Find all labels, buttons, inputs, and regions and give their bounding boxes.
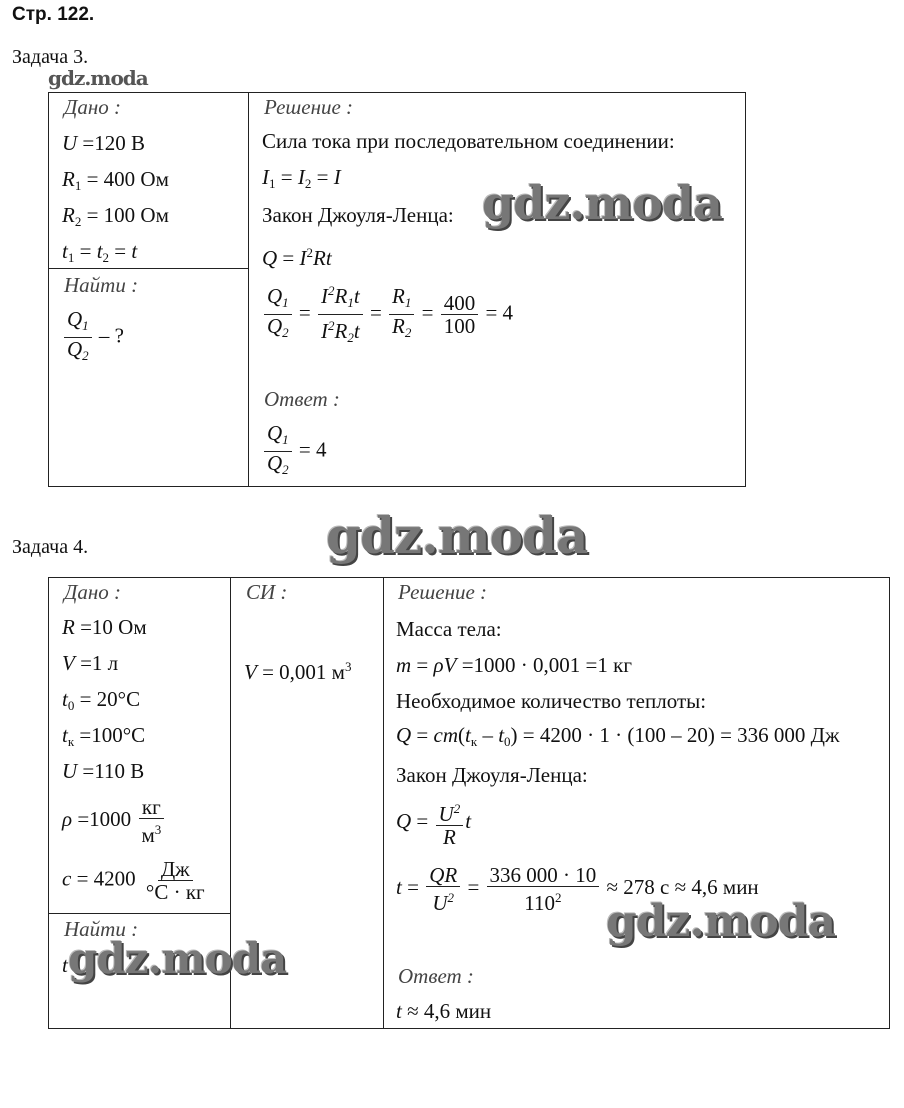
watermark-small: gdz.moda [48, 66, 148, 90]
task4-given-c: c = 4200 $\frac{Дж}{^\circ C \cdot кг}$ [62, 857, 205, 904]
task4-answer-header: Ответ : [398, 964, 474, 988]
task4-eq-law: Q = $\frac{U^2}{R}$ t [396, 798, 471, 848]
task4-given-rho: ρ =1000 $\frac{кг}{м^3}$ [62, 796, 166, 846]
task3-solution-eq2: $Q = I^2Rt$ [262, 245, 332, 270]
task3-solution-eq3: $\frac{Q_1}{Q_2}$ = $\frac{I^2R_1t}{I^2R_2t}$ = $\frac{R_1}{R_2}$ = $\frac{400}{100}$ = 4 [262, 280, 513, 349]
task4-solution-header: Решение : [398, 580, 488, 604]
task4-given-v: V =1 л [62, 651, 119, 675]
watermark: gdz.moda [68, 934, 287, 983]
task3-label: Задача 3. [12, 46, 89, 68]
task4-si: V = 0,001 $м^3$ [244, 659, 352, 684]
watermark: gdz.moda [606, 896, 836, 947]
task4-text-mass: Масса тела: [396, 617, 502, 641]
task4-eq-time: t = $\frac{QR}{U^2}$ = $\frac{336 000 \cdot 10}{110^2}$ ≈ 278 с ≈ 4,6 мин [396, 863, 759, 915]
task4-given-u: U =110 В [62, 759, 145, 783]
task3-find: $\frac{Q_1}{Q_2}$ – ? [62, 308, 124, 367]
task4-label: Задача 4. [12, 536, 89, 558]
task4-divider-h [48, 913, 230, 914]
task3-answer-header: Ответ : [264, 387, 340, 411]
task4-answer: t ≈ 4,6 мин [396, 999, 492, 1023]
task4-si-header: СИ : [246, 580, 288, 604]
task4-text-law: Закон Джоуля-Ленца: [396, 763, 588, 787]
page-title: Стр. 122. [12, 4, 95, 25]
watermark: gdz.moda [326, 506, 588, 565]
task3-solution-text1: Сила тока при последовательном соединении: [262, 129, 675, 153]
task4-given-t0: $t_0 = 20^\circ C$ [62, 687, 141, 713]
task4-text-heat: Необходимое количество теплоты: [396, 689, 707, 713]
task3-find-header: Найти : [64, 273, 139, 297]
task3-given-r1: $R_1 = 400$ Ом [62, 167, 169, 193]
task4-divider-v2 [383, 577, 384, 1028]
task4-eq-heat: $Q = cm(t_к - t_0) = 4200 \cdot 1 \cdot (100 - 20) = 336$ 000 Дж [396, 723, 840, 749]
task4-find-header: Найти : [64, 917, 139, 941]
watermark: gdz.moda [482, 176, 722, 230]
task3-divider-v [248, 92, 249, 486]
task3-given-r2: $R_2 = 100$ Ом [62, 203, 169, 229]
task4-eq-mass: m = ρV =1000 · 0,001 =1 кг [396, 653, 632, 677]
task3-given-t: $t_1 = t_2 = t$ [62, 239, 138, 265]
task3-answer: $\frac{Q_1}{Q_2}$ = 4 [262, 422, 327, 481]
task3-given-u: U =120 В [62, 131, 146, 155]
task4-find: t [62, 953, 68, 977]
task4-given-r: R =10 Ом [62, 615, 147, 639]
task4-given-tk: $t_к =100^\circ C$ [62, 723, 146, 749]
task3-given-header: Дано : [64, 95, 122, 119]
task3-solution-header: Решение : [264, 95, 354, 119]
task4-given-header: Дано : [64, 580, 122, 604]
task3-solution-text2: Закон Джоуля-Ленца: [262, 203, 454, 227]
task3-solution-eq1: $I_1 = I_2 = I$ [262, 165, 341, 191]
